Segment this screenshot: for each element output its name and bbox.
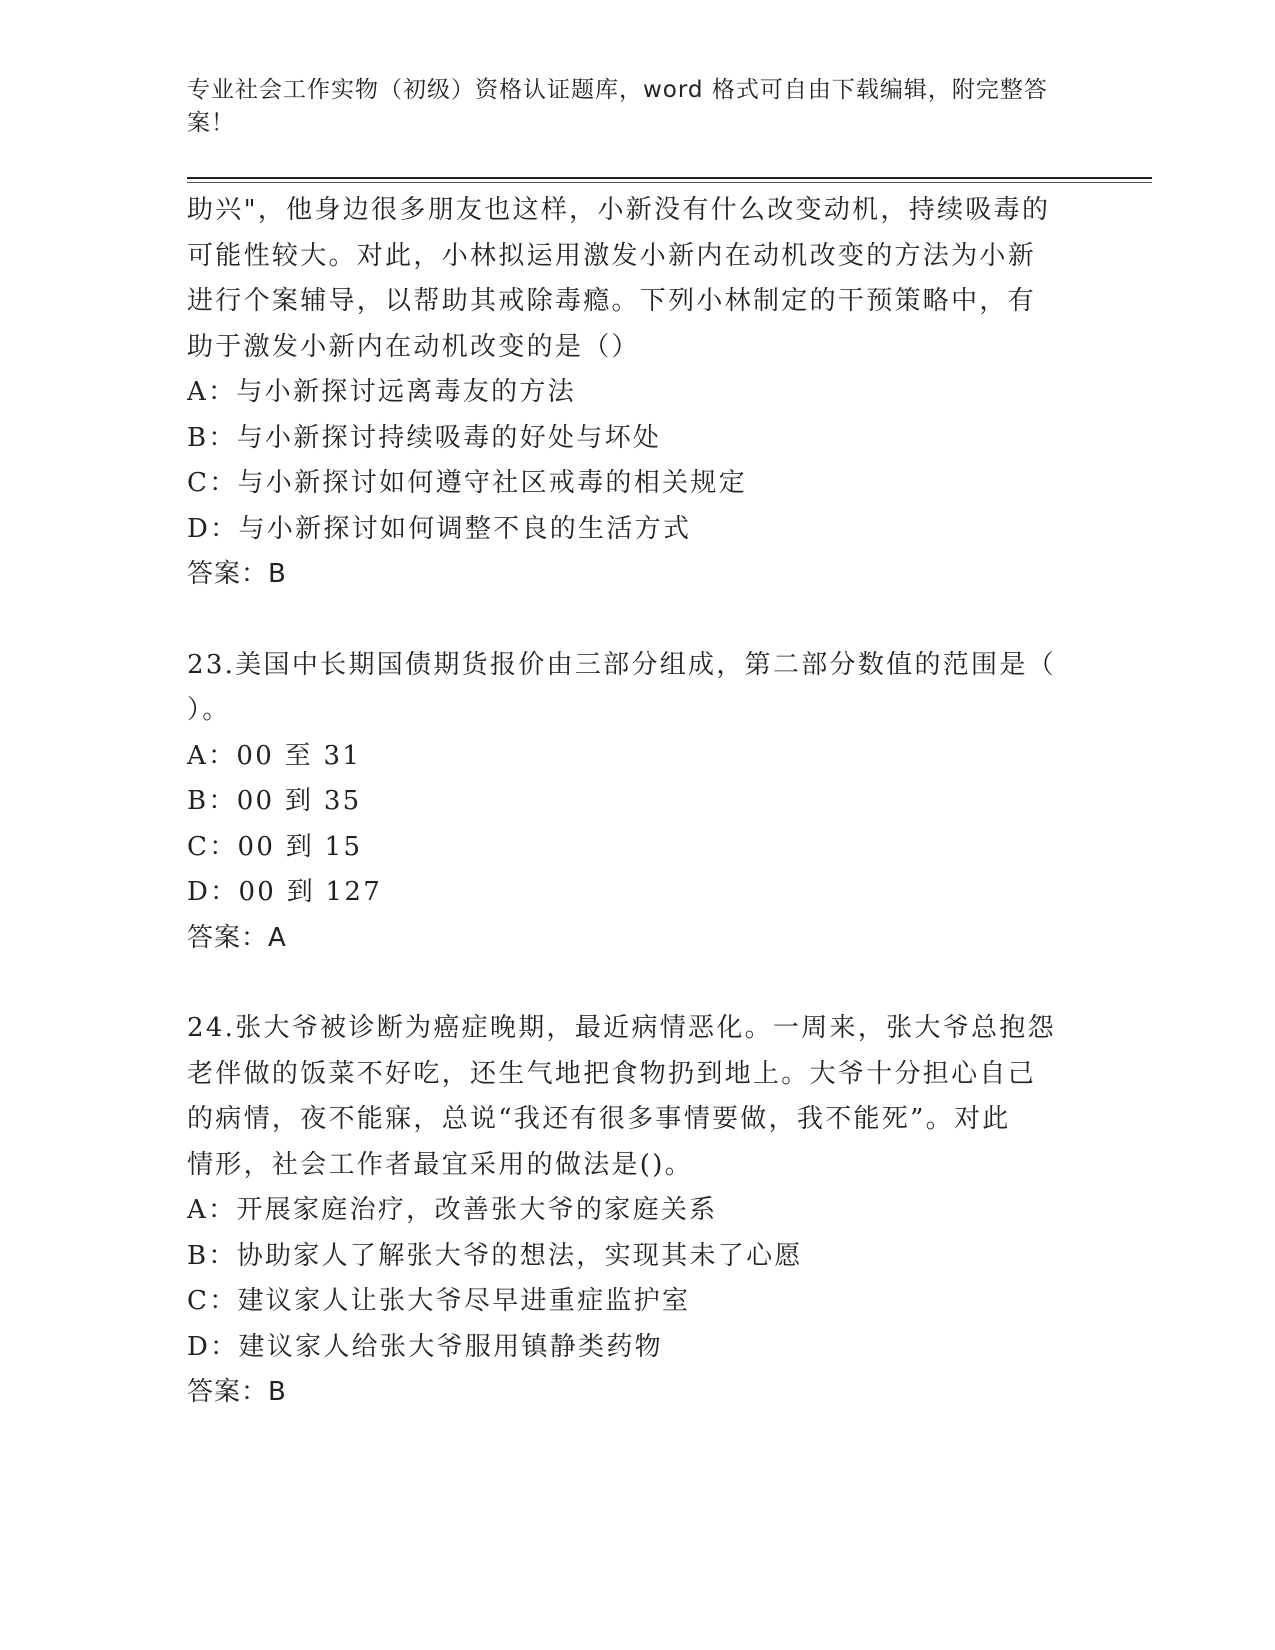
answer-line: 答案：B xyxy=(187,559,287,589)
option-b: B：协助家人了解张大爷的想法，实现其未了心愿 xyxy=(187,1240,803,1271)
header-line-1: 专业社会工作实物（初级）资格认证题库，word 格式可自由下载编辑，附完整答 xyxy=(187,77,1048,103)
option-a: A：与小新探讨远离毒友的方法 xyxy=(187,377,576,407)
page-header xyxy=(187,74,1067,140)
option-c: C：建议家人让张大爷尽早进重症监护室 xyxy=(187,1286,691,1316)
option-b: B：00 到 35 xyxy=(187,786,362,816)
question-stem-line: 可能性较大。对此，小林拟运用激发小新内在动机改变的方法为小新 xyxy=(187,240,1037,271)
option-d: D：00 到 127 xyxy=(187,877,383,907)
option-d: D：与小新探讨如何调整不良的生活方式 xyxy=(187,513,692,544)
question-content xyxy=(187,188,1087,1416)
header-divider-thin xyxy=(187,182,1152,183)
option-c: C：00 到 15 xyxy=(187,831,363,862)
answer-line: 答案：A xyxy=(187,922,287,953)
option-a: A：00 至 31 xyxy=(187,740,362,771)
question-22 xyxy=(187,188,1087,598)
option-a: A：开展家庭治疗，改善张大爷的家庭关系 xyxy=(187,1195,718,1225)
question-23 xyxy=(187,643,1087,962)
question-24 xyxy=(187,1006,1087,1416)
question-stem-line: 进行个案辅导，以帮助其戒除毒瘾。下列小林制定的干预策略中，有 xyxy=(187,286,1037,316)
question-stem-line: 助于激发小新内在动机改变的是（） xyxy=(187,331,640,362)
question-stem-line: 情形，社会工作者最宜采用的做法是()。 xyxy=(187,1149,693,1180)
question-stem-line: 的病情，夜不能寐，总说“我还有很多事情要做，我不能死”。对此 xyxy=(187,1104,1011,1134)
question-stem-line: 老伴做的饭菜不好吃，还生气地把食物扔到地上。大爷十分担心自己 xyxy=(187,1058,1037,1089)
question-stem-line: 23.美国中长期国债期货报价由三部分组成，第二部分数值的范围是（ xyxy=(187,649,1056,680)
header-line-2: 案！ xyxy=(187,110,235,136)
answer-line: 答案：B xyxy=(187,1377,287,1407)
question-stem-line: 助兴"，他身边很多朋友也这样，小新没有什么改变动机，持续吸毒的 xyxy=(187,195,1051,225)
question-stem-line: 24.张大爷被诊断为癌症晚期，最近病情恶化。一周来，张大爷总抱怨 xyxy=(187,1013,1056,1043)
header-divider-thick xyxy=(187,177,1152,179)
option-b: B：与小新探讨持续吸毒的好处与坏处 xyxy=(187,422,662,453)
option-d: D：建议家人给张大爷服用镇静类药物 xyxy=(187,1331,663,1362)
question-stem-line: ）。 xyxy=(187,695,231,725)
option-c: C：与小新探讨如何遵守社区戒毒的相关规定 xyxy=(187,468,747,498)
